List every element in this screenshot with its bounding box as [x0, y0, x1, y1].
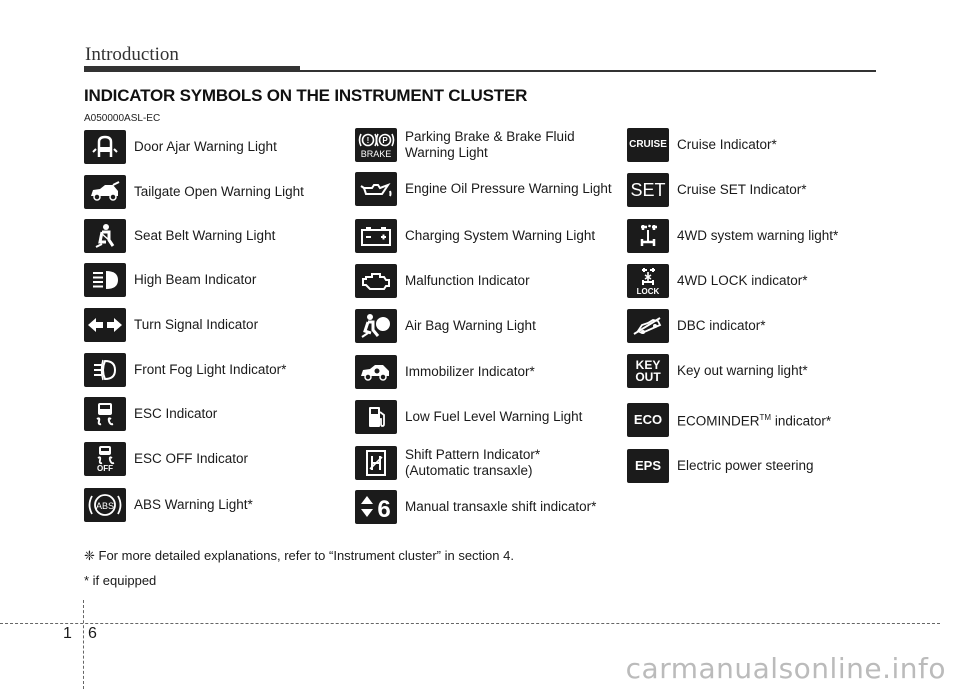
indicator-label: Tailgate Open Warning Light	[134, 184, 304, 199]
footer-divider	[0, 623, 940, 624]
indicator-row	[627, 173, 807, 207]
indicator-label: ESC Indicator	[134, 406, 218, 421]
indicator-label: Turn Signal Indicator	[134, 317, 259, 332]
fuel-icon	[355, 400, 397, 434]
eco-icon	[627, 403, 669, 437]
immobilizer-icon	[355, 355, 397, 389]
svg-text:!: !	[366, 136, 370, 145]
manual-shift-badge: 6	[377, 496, 391, 522]
indicator-row	[355, 309, 536, 343]
label-line1: Shift Pattern Indicator*	[405, 447, 541, 462]
indicator-row	[355, 446, 540, 480]
battery-icon	[355, 219, 397, 253]
indicator-row	[355, 219, 595, 253]
indicator-row	[627, 128, 777, 162]
dbc-icon	[627, 309, 669, 343]
4wd-lock-badge: LOCK	[636, 287, 660, 296]
indicator-row	[627, 264, 808, 298]
door-ajar-icon	[84, 130, 126, 164]
indicator-row	[627, 403, 831, 437]
indicator-label: Charging System Warning Light	[405, 228, 596, 243]
indicator-row	[84, 442, 248, 476]
oil-pressure-icon	[355, 172, 397, 206]
header-bar-thick	[84, 66, 300, 72]
indicator-row	[84, 263, 256, 297]
label-line2: (Automatic transaxle)	[405, 463, 533, 478]
header-title: Introduction	[85, 44, 179, 65]
indicator-label: Engine Oil Pressure Warning Light	[405, 181, 612, 196]
indicator-label	[405, 447, 540, 479]
indicator-row	[355, 264, 530, 298]
key-badge: KEY	[635, 358, 661, 372]
tailgate-open-icon	[84, 175, 126, 209]
equipped-note: * if equipped	[84, 573, 157, 588]
indicator-label: ESC OFF Indicator	[134, 451, 249, 466]
abs-badge: ABS	[95, 501, 115, 511]
indicator-row	[355, 490, 596, 524]
indicator-label	[405, 129, 575, 161]
brake-icon	[355, 128, 397, 162]
indicator-row	[355, 355, 535, 389]
watermark: carmanualsonline.info	[625, 652, 946, 685]
4wd-icon	[627, 219, 669, 253]
eps-badge: EPS	[634, 458, 661, 473]
indicator-row	[355, 128, 575, 162]
ecominder-tail: indicator*	[771, 413, 832, 429]
indicator-row	[84, 130, 277, 164]
detail-note: ❈ For more detailed explanations, refer to “Instrument cluster” in section 4.	[84, 548, 514, 563]
indicator-label: Low Fuel Level Warning Light	[405, 409, 583, 424]
indicator-label: Key out warning light*	[677, 363, 808, 378]
manual-shift-icon	[355, 490, 397, 524]
shift-pattern-icon	[355, 446, 397, 480]
page-number: 6	[88, 625, 97, 642]
airbag-icon	[355, 309, 397, 343]
4wd-lock-icon	[627, 264, 669, 298]
indicator-row	[84, 219, 275, 253]
eps-icon	[627, 449, 669, 483]
indicator-row	[84, 175, 304, 209]
header-bar-thin	[300, 70, 876, 72]
indicator-row	[84, 353, 286, 387]
out-badge: OUT	[635, 370, 661, 384]
footer-vertical-divider	[83, 600, 84, 689]
indicator-label: Cruise SET Indicator*	[677, 182, 807, 197]
indicator-label: Door Ajar Warning Light	[134, 139, 277, 154]
svg-text:P: P	[382, 136, 388, 145]
cruise-icon	[627, 128, 669, 162]
indicator-label: Manual transaxle shift indicator*	[405, 499, 597, 514]
indicator-row	[627, 219, 838, 253]
indicator-label	[677, 410, 831, 430]
indicator-row	[84, 308, 258, 342]
ecominder-text: ECOMINDER	[677, 413, 760, 429]
indicator-label: 4WD system warning light*	[677, 228, 839, 243]
indicator-label: DBC indicator*	[677, 318, 766, 333]
indicator-row	[84, 397, 217, 431]
indicator-row	[355, 400, 582, 434]
esc-icon	[84, 397, 126, 431]
indicator-label: Front Fog Light Indicator*	[134, 362, 287, 377]
brake-badge: BRAKE	[360, 149, 392, 159]
indicator-label: Electric power steering	[677, 458, 814, 473]
key-out-icon	[627, 354, 669, 388]
trademark: TM	[759, 413, 772, 423]
indicator-label: High Beam Indicator	[134, 272, 257, 287]
esc-off-icon	[84, 442, 126, 476]
indicator-label: Cruise Indicator*	[677, 137, 777, 152]
indicator-row	[627, 354, 808, 388]
section-title: INDICATOR SYMBOLS ON THE INSTRUMENT CLUSTER	[84, 86, 528, 105]
indicator-row	[84, 488, 253, 522]
indicator-label: 4WD LOCK indicator*	[677, 273, 808, 288]
chapter-number: 1	[63, 625, 72, 642]
indicator-row	[355, 172, 612, 206]
indicator-label: Air Bag Warning Light	[405, 318, 536, 333]
doc-code: A050000ASL-EC	[84, 113, 161, 124]
seat-belt-icon	[84, 219, 126, 253]
front-fog-icon	[84, 353, 126, 387]
esc-off-badge: OFF	[97, 464, 113, 473]
indicator-label: Seat Belt Warning Light	[134, 228, 276, 243]
label-line1: Parking Brake & Brake Fluid	[405, 129, 575, 144]
cruise-badge: CRUISE	[629, 139, 667, 150]
indicator-row	[627, 449, 814, 483]
cruise-set-badge: SET	[630, 180, 666, 200]
cruise-set-icon	[627, 173, 669, 207]
indicator-label: Malfunction Indicator	[405, 273, 530, 288]
label-line2: Warning Light	[405, 145, 488, 160]
engine-malfunction-icon	[355, 264, 397, 298]
indicator-label: Immobilizer Indicator*	[405, 364, 535, 379]
indicator-row	[627, 309, 766, 343]
turn-signal-icon	[84, 308, 126, 342]
indicator-label: ABS Warning Light*	[134, 497, 253, 512]
eco-badge: ECO	[633, 412, 663, 427]
abs-icon	[84, 488, 126, 522]
high-beam-icon	[84, 263, 126, 297]
